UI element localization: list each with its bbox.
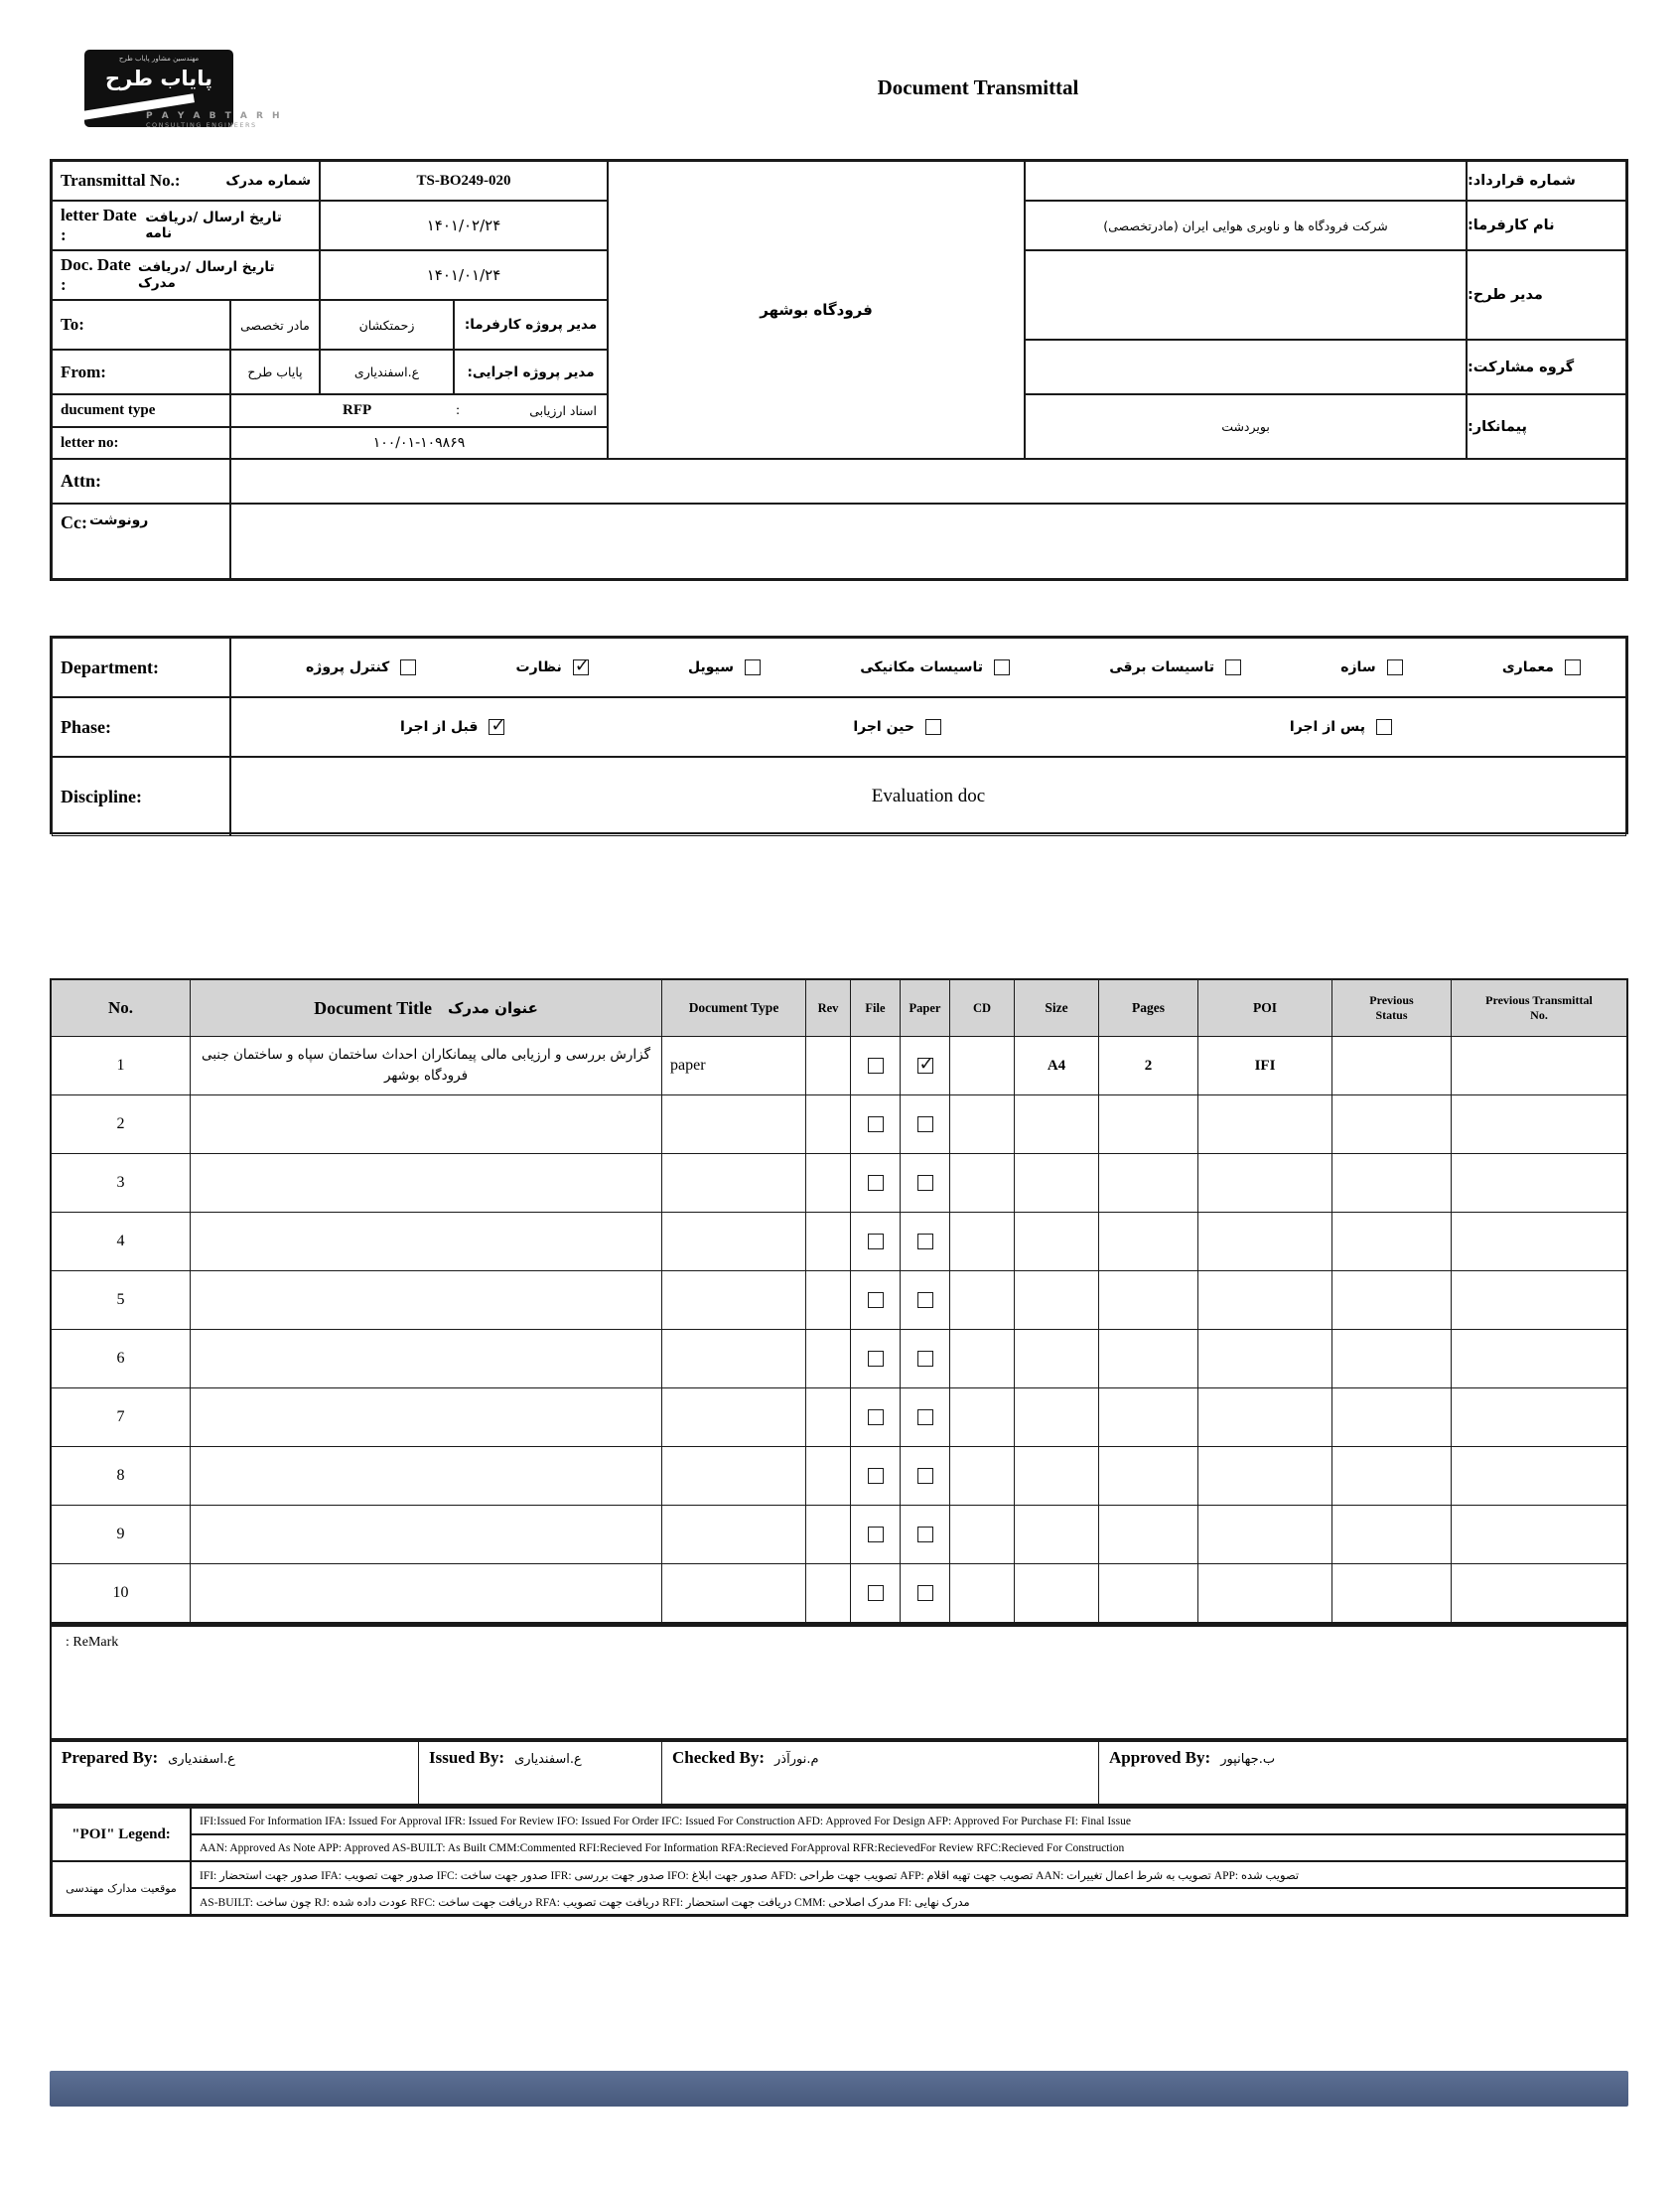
cc-value[interactable] bbox=[230, 504, 1626, 579]
row-prev-status bbox=[1332, 1447, 1452, 1506]
table-row bbox=[52, 1330, 1626, 1388]
partnership-label: گروه مشارکت: bbox=[1467, 340, 1626, 394]
logo-caption-line1: P A Y A B T A R H bbox=[146, 111, 283, 121]
department-label: Department: bbox=[52, 638, 230, 697]
logo-small-text: مهندسین مشاور پایاب طرح bbox=[118, 55, 200, 63]
paper-checkbox[interactable] bbox=[917, 1058, 933, 1074]
row-paper bbox=[901, 1271, 950, 1330]
phase-option-label: پس از اجرا bbox=[1289, 719, 1365, 735]
document-table bbox=[50, 978, 1628, 1625]
row-poi bbox=[1198, 1447, 1332, 1506]
row-title bbox=[191, 1447, 662, 1506]
paper-checkbox[interactable] bbox=[917, 1234, 933, 1249]
phase-label: Phase: bbox=[52, 697, 230, 757]
col-poi: POI bbox=[1198, 980, 1332, 1037]
row-prev-status bbox=[1332, 1037, 1452, 1095]
row-size bbox=[1015, 1213, 1099, 1271]
paper-checkbox[interactable] bbox=[917, 1468, 933, 1484]
row-title: گزارش بررسی و ارزیابی مالی پیمانکاران احداث ساختمان سپاه و ساختمان جنبی فرودگاه بوشهر bbox=[191, 1037, 662, 1095]
row-paper bbox=[901, 1564, 950, 1623]
row-doc-type bbox=[662, 1447, 806, 1506]
file-checkbox[interactable] bbox=[868, 1527, 884, 1542]
project-name: فرودگاه بوشهر bbox=[608, 161, 1025, 459]
col-title bbox=[191, 980, 662, 1037]
classification-table bbox=[50, 636, 1628, 834]
department-checkbox[interactable] bbox=[1225, 659, 1241, 675]
discipline-value: Evaluation doc bbox=[230, 757, 1626, 836]
phase-checkbox[interactable] bbox=[489, 719, 504, 735]
col-no: No. bbox=[52, 980, 191, 1037]
row-file bbox=[851, 1330, 901, 1388]
checked-by-label: Checked By: bbox=[672, 1748, 766, 1767]
row-prev-status bbox=[1332, 1388, 1452, 1447]
paper-checkbox[interactable] bbox=[917, 1409, 933, 1425]
page-title: Document Transmittal bbox=[877, 75, 1079, 99]
row-rev[interactable] bbox=[806, 1095, 851, 1154]
row-poi bbox=[1198, 1506, 1332, 1564]
client-pm-label: مدیر پروژه کارفرما: bbox=[454, 300, 608, 350]
discipline-label: Discipline: bbox=[52, 757, 230, 836]
row-prev-transmittal bbox=[1452, 1447, 1626, 1506]
paper-checkbox[interactable] bbox=[917, 1175, 933, 1191]
row-cd[interactable] bbox=[950, 1213, 1015, 1271]
row-no: 3 bbox=[52, 1154, 191, 1213]
department-option bbox=[1340, 659, 1402, 675]
row-paper bbox=[901, 1330, 950, 1388]
legend-row-2: AAN: Approved As Note APP: Approved AS-BUILT: As Built CMM:Commented RFI:Recieved For Information RFA:Recieved ForApproval RFR:RecievedFor Review RFC:Recieved For Construction bbox=[191, 1834, 1626, 1861]
row-title bbox=[191, 1506, 662, 1564]
row-pages bbox=[1099, 1330, 1198, 1388]
row-doc-type bbox=[662, 1330, 806, 1388]
row-cd[interactable] bbox=[950, 1154, 1015, 1213]
poi-legend bbox=[50, 1806, 1628, 1917]
row-no: 1 bbox=[52, 1037, 191, 1095]
row-title bbox=[191, 1330, 662, 1388]
to-company: مادر تخصصی bbox=[230, 300, 320, 350]
partnership-value[interactable] bbox=[1025, 340, 1467, 394]
row-title bbox=[191, 1564, 662, 1623]
transmittal-no-label: Transmittal No.: شماره مدرک bbox=[52, 161, 320, 201]
department-checkbox[interactable] bbox=[745, 659, 761, 675]
legend-row-1: IFI:Issued For Information IFA: Issued For Approval IFR: Issued For Review IFO: Issued For Order IFC: Issued For Construction AFD: Approved For Design AFP: Approved For Purchase FI: Final Issue bbox=[191, 1808, 1626, 1834]
row-paper bbox=[901, 1095, 950, 1154]
row-poi bbox=[1198, 1154, 1332, 1213]
table-header-row bbox=[52, 980, 1626, 1037]
department-option bbox=[1109, 659, 1241, 675]
row-pages bbox=[1099, 1506, 1198, 1564]
phase-option bbox=[1290, 719, 1392, 735]
department-option-label: سازه bbox=[1340, 659, 1376, 675]
row-poi bbox=[1198, 1330, 1332, 1388]
attn-value[interactable] bbox=[230, 459, 1626, 504]
row-rev[interactable] bbox=[806, 1213, 851, 1271]
col-pages: Pages bbox=[1099, 980, 1198, 1037]
row-poi bbox=[1198, 1388, 1332, 1447]
logo-caption-line2: CONSULTING ENGINEERS bbox=[146, 121, 257, 129]
company-logo bbox=[84, 50, 382, 159]
phase-option-label: حین اجرا bbox=[853, 719, 914, 735]
row-no: 4 bbox=[52, 1213, 191, 1271]
department-option-label: تاسیسات برقی bbox=[1109, 659, 1215, 675]
row-prev-status bbox=[1332, 1271, 1452, 1330]
file-checkbox[interactable] bbox=[868, 1234, 884, 1249]
department-checkbox[interactable] bbox=[1387, 659, 1403, 675]
footer-bar bbox=[50, 2071, 1628, 2107]
phase-option bbox=[400, 719, 504, 735]
checked-by-cell bbox=[662, 1742, 1099, 1804]
letter-date-label: letter Date : تاریخ ارسال /دریافت نامه bbox=[52, 201, 320, 250]
col-doc-type: Document Type bbox=[662, 980, 806, 1037]
row-pages bbox=[1099, 1271, 1198, 1330]
department-items bbox=[230, 638, 1626, 697]
col-size: Size bbox=[1015, 980, 1099, 1037]
col-cd: CD bbox=[950, 980, 1015, 1037]
department-checkbox[interactable] bbox=[573, 659, 589, 675]
row-file bbox=[851, 1037, 901, 1095]
file-checkbox[interactable] bbox=[868, 1468, 884, 1484]
row-prev-status bbox=[1332, 1564, 1452, 1623]
row-prev-transmittal bbox=[1452, 1330, 1626, 1388]
row-size bbox=[1015, 1388, 1099, 1447]
phase-option-label: قبل از اجرا bbox=[400, 719, 479, 735]
department-option-label: نظارت bbox=[515, 659, 562, 675]
client-name-value: شرکت فرودگاه ها و ناوبری هوایی ایران (مادرتخصصی) bbox=[1025, 201, 1467, 250]
table-body bbox=[52, 1037, 1626, 1623]
row-file bbox=[851, 1506, 901, 1564]
row-cd[interactable] bbox=[950, 1095, 1015, 1154]
row-pages bbox=[1099, 1154, 1198, 1213]
table-row bbox=[52, 1388, 1626, 1447]
row-prev-transmittal bbox=[1452, 1388, 1626, 1447]
letter-no-value: ۱۰۰/۰۱-۱۰۹۸۶۹ bbox=[230, 427, 608, 459]
col-title-en: Document Title bbox=[314, 997, 432, 1018]
col-prev-status: Previous Status bbox=[1332, 980, 1452, 1037]
file-checkbox[interactable] bbox=[868, 1409, 884, 1425]
attn-label: Attn: bbox=[52, 459, 230, 504]
from-person: ع.اسفندیاری bbox=[320, 350, 454, 394]
row-cd[interactable] bbox=[950, 1564, 1015, 1623]
department-checkbox[interactable] bbox=[400, 659, 416, 675]
letter-date-value: ۱۴۰۱/۰۲/۲۴ bbox=[320, 201, 608, 250]
row-rev[interactable] bbox=[806, 1388, 851, 1447]
row-file bbox=[851, 1271, 901, 1330]
row-doc-type bbox=[662, 1154, 806, 1213]
letter-no-label: letter no: bbox=[52, 427, 230, 459]
row-cd[interactable] bbox=[950, 1037, 1015, 1095]
department-option-label: کنترل پروژه bbox=[306, 659, 390, 675]
from-company: پایاب طرح bbox=[230, 350, 320, 394]
row-cd[interactable] bbox=[950, 1271, 1015, 1330]
paper-checkbox[interactable] bbox=[917, 1527, 933, 1542]
row-poi bbox=[1198, 1213, 1332, 1271]
row-size bbox=[1015, 1506, 1099, 1564]
col-prev-transmittal: Previous Transmittal No. bbox=[1452, 980, 1626, 1037]
row-paper bbox=[901, 1213, 950, 1271]
paper-checkbox[interactable] bbox=[917, 1292, 933, 1308]
department-option-label: معماری bbox=[1501, 659, 1554, 675]
row-no: 6 bbox=[52, 1330, 191, 1388]
row-doc-type bbox=[662, 1564, 806, 1623]
header-table bbox=[50, 159, 1628, 581]
checked-by-name: م.نورآذر bbox=[774, 1752, 819, 1767]
paper-checkbox[interactable] bbox=[917, 1351, 933, 1367]
row-rev[interactable] bbox=[806, 1564, 851, 1623]
remark-label: : ReMark bbox=[66, 1635, 119, 1650]
col-rev: Rev bbox=[806, 980, 851, 1037]
to-person: زحمتکشان bbox=[320, 300, 454, 350]
row-doc-type: paper bbox=[662, 1037, 806, 1095]
from-label: From: bbox=[52, 350, 230, 394]
row-cd[interactable] bbox=[950, 1506, 1015, 1564]
department-option bbox=[516, 659, 589, 675]
row-paper bbox=[901, 1037, 950, 1095]
row-paper bbox=[901, 1447, 950, 1506]
row-no: 10 bbox=[52, 1564, 191, 1623]
row-poi bbox=[1198, 1564, 1332, 1623]
executive-pm-label: مدیر پروژه اجرایی: bbox=[454, 350, 608, 394]
row-title bbox=[191, 1388, 662, 1447]
table-row bbox=[52, 1271, 1626, 1330]
row-no: 9 bbox=[52, 1506, 191, 1564]
row-prev-transmittal bbox=[1452, 1095, 1626, 1154]
row-file bbox=[851, 1213, 901, 1271]
phase-option bbox=[853, 719, 941, 735]
file-checkbox[interactable] bbox=[868, 1116, 884, 1132]
row-doc-type bbox=[662, 1271, 806, 1330]
row-rev[interactable] bbox=[806, 1154, 851, 1213]
row-paper bbox=[901, 1388, 950, 1447]
legend-row-4: AS-BUILT: چون ساخت RJ: عودت داده شده RFC: دریافت جهت ساخت RFA: دریافت جهت تصویب RFI: دریافت جهت استحضار CMM: مدرک اصلاحی FI: مدرک نهایی bbox=[191, 1888, 1626, 1915]
row-prev-status bbox=[1332, 1213, 1452, 1271]
contract-no-value[interactable] bbox=[1025, 161, 1467, 201]
row-size bbox=[1015, 1095, 1099, 1154]
row-poi bbox=[1198, 1095, 1332, 1154]
row-no: 5 bbox=[52, 1271, 191, 1330]
table-row bbox=[52, 1564, 1626, 1623]
approved-by-name: ب.جهانپور bbox=[1220, 1752, 1276, 1767]
row-rev[interactable] bbox=[806, 1330, 851, 1388]
file-checkbox[interactable] bbox=[868, 1292, 884, 1308]
phase-checkbox[interactable] bbox=[925, 719, 941, 735]
table-row bbox=[52, 1506, 1626, 1564]
row-prev-status bbox=[1332, 1154, 1452, 1213]
row-title bbox=[191, 1095, 662, 1154]
doc-date-label: Doc. Date : تاریخ ارسال /دریافت مدرک bbox=[52, 250, 320, 300]
paper-checkbox[interactable] bbox=[917, 1585, 933, 1601]
contractor-value: بویردشت bbox=[1025, 394, 1467, 459]
row-size bbox=[1015, 1447, 1099, 1506]
row-size bbox=[1015, 1330, 1099, 1388]
row-pages bbox=[1099, 1095, 1198, 1154]
row-rev[interactable] bbox=[806, 1271, 851, 1330]
row-pages: 2 bbox=[1099, 1037, 1198, 1095]
col-title-fa: عنوان مدرک bbox=[447, 999, 538, 1017]
prepared-by-cell bbox=[52, 1742, 419, 1804]
row-paper bbox=[901, 1154, 950, 1213]
file-checkbox[interactable] bbox=[868, 1351, 884, 1367]
issued-by-cell bbox=[419, 1742, 662, 1804]
file-checkbox[interactable] bbox=[868, 1058, 884, 1074]
row-prev-transmittal bbox=[1452, 1506, 1626, 1564]
row-no: 7 bbox=[52, 1388, 191, 1447]
table-row bbox=[52, 1447, 1626, 1506]
issued-by-name: ع.اسفندیاری bbox=[514, 1752, 582, 1767]
table-row bbox=[52, 1095, 1626, 1154]
row-file bbox=[851, 1154, 901, 1213]
row-file bbox=[851, 1564, 901, 1623]
row-rev[interactable] bbox=[806, 1447, 851, 1506]
file-checkbox[interactable] bbox=[868, 1175, 884, 1191]
row-no: 2 bbox=[52, 1095, 191, 1154]
row-paper bbox=[901, 1506, 950, 1564]
row-pages bbox=[1099, 1213, 1198, 1271]
department-option bbox=[306, 659, 416, 675]
row-doc-type bbox=[662, 1213, 806, 1271]
row-title bbox=[191, 1271, 662, 1330]
document-type-label: ducument type bbox=[52, 394, 230, 427]
row-pages bbox=[1099, 1564, 1198, 1623]
issued-by-label: Issued By: bbox=[429, 1748, 505, 1767]
row-prev-status bbox=[1332, 1506, 1452, 1564]
row-file bbox=[851, 1447, 901, 1506]
department-option-label: سیویل bbox=[688, 659, 735, 675]
prepared-by-label: Prepared By: bbox=[62, 1748, 159, 1767]
row-prev-transmittal bbox=[1452, 1037, 1626, 1095]
row-prev-status bbox=[1332, 1330, 1452, 1388]
phase-checkbox[interactable] bbox=[1376, 719, 1392, 735]
document-type-value: RFP : اسناد ارزیابی bbox=[230, 394, 608, 427]
row-doc-type bbox=[662, 1388, 806, 1447]
row-file bbox=[851, 1095, 901, 1154]
row-prev-status bbox=[1332, 1095, 1452, 1154]
poi-legend-label: "POI" Legend: bbox=[52, 1808, 191, 1861]
row-title bbox=[191, 1154, 662, 1213]
row-doc-type bbox=[662, 1506, 806, 1564]
row-prev-transmittal bbox=[1452, 1154, 1626, 1213]
row-pages bbox=[1099, 1388, 1198, 1447]
paper-checkbox[interactable] bbox=[917, 1116, 933, 1132]
row-pages bbox=[1099, 1447, 1198, 1506]
row-cd[interactable] bbox=[950, 1330, 1015, 1388]
transmittal-no-value: TS-BO249-020 bbox=[320, 161, 608, 201]
to-label: To: bbox=[52, 300, 230, 350]
remark-box[interactable] bbox=[50, 1625, 1628, 1740]
prepared-by-name: ع.اسفندیاری bbox=[168, 1752, 235, 1767]
design-manager-value[interactable] bbox=[1025, 250, 1467, 340]
department-checkbox[interactable] bbox=[1565, 659, 1581, 675]
row-no: 8 bbox=[52, 1447, 191, 1506]
row-cd[interactable] bbox=[950, 1447, 1015, 1506]
row-size bbox=[1015, 1154, 1099, 1213]
approved-by-cell bbox=[1099, 1742, 1626, 1804]
signature-row bbox=[50, 1740, 1628, 1806]
col-file: File bbox=[851, 980, 901, 1037]
logo-caption bbox=[146, 111, 364, 129]
row-size bbox=[1015, 1564, 1099, 1623]
client-name-label: نام کارفرما: bbox=[1467, 201, 1626, 250]
contractor-label: پیمانکار: bbox=[1467, 394, 1626, 459]
table-row bbox=[52, 1154, 1626, 1213]
contract-no-label: شماره قرارداد: bbox=[1467, 161, 1626, 201]
department-option bbox=[860, 659, 1010, 675]
legend-side-label: موقعیت مدارک مهندسی bbox=[52, 1861, 191, 1915]
legend-row-3: IFI: صدور جهت استحضار IFA: صدور جهت تصویب IFC: صدور جهت ساخت IFR: صدور جهت بررسی IFO: صدور جهت ابلاغ AFD: تصویب جهت طراحی AFP: تصویب جهت تهیه اقلام AAN: تصویب به شرط اعمال تغییرات APP: تصویب شده bbox=[191, 1861, 1626, 1888]
col-paper: Paper bbox=[901, 980, 950, 1037]
department-option-label: تاسیسات مکانیکی bbox=[860, 659, 984, 675]
row-file bbox=[851, 1388, 901, 1447]
file-checkbox[interactable] bbox=[868, 1585, 884, 1601]
row-rev[interactable] bbox=[806, 1506, 851, 1564]
row-doc-type bbox=[662, 1095, 806, 1154]
row-size: A4 bbox=[1015, 1037, 1099, 1095]
cc-label: Cc: رونوشت bbox=[52, 504, 230, 579]
row-rev[interactable] bbox=[806, 1037, 851, 1095]
row-prev-transmittal bbox=[1452, 1564, 1626, 1623]
phase-items bbox=[230, 697, 1626, 757]
row-prev-transmittal bbox=[1452, 1213, 1626, 1271]
doc-date-value: ۱۴۰۱/۰۱/۲۴ bbox=[320, 250, 608, 300]
row-size bbox=[1015, 1271, 1099, 1330]
department-option bbox=[1502, 659, 1581, 675]
department-option bbox=[688, 659, 761, 675]
row-poi bbox=[1198, 1271, 1332, 1330]
department-checkbox[interactable] bbox=[994, 659, 1010, 675]
table-row bbox=[52, 1037, 1626, 1095]
row-cd[interactable] bbox=[950, 1388, 1015, 1447]
approved-by-label: Approved By: bbox=[1109, 1748, 1211, 1767]
table-row bbox=[52, 1213, 1626, 1271]
row-poi: IFI bbox=[1198, 1037, 1332, 1095]
row-prev-transmittal bbox=[1452, 1271, 1626, 1330]
logo-company-name: پایاب طرح bbox=[105, 67, 212, 90]
design-manager-label: مدیر طرح: bbox=[1467, 250, 1626, 340]
row-title bbox=[191, 1213, 662, 1271]
